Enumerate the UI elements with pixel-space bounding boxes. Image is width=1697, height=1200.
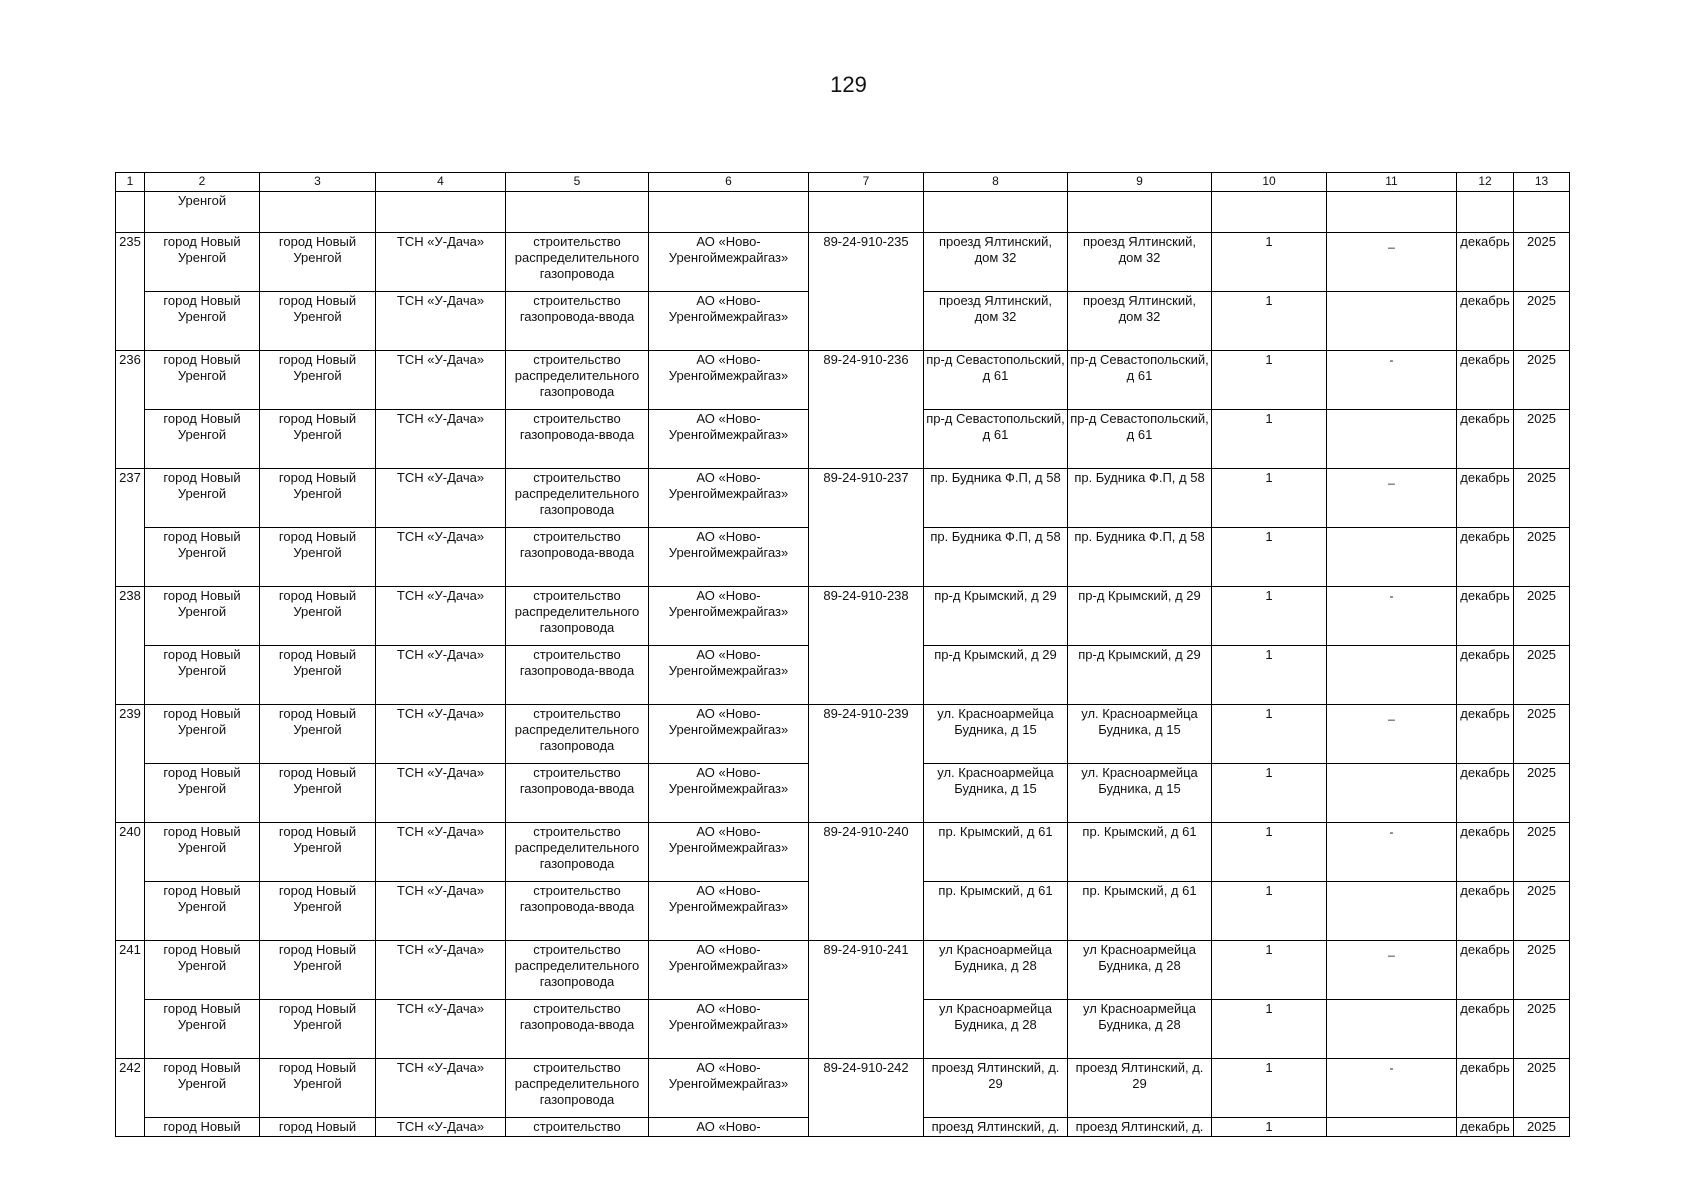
cell-count: 1 <box>1212 469 1327 528</box>
cell-settlement: город Новый Уренгой <box>260 941 376 1000</box>
cell-code <box>809 192 924 233</box>
cell-work-type: строительство распределительного газопровода <box>506 351 649 410</box>
cell-num: 240 <box>116 823 145 941</box>
cell-settlement: город Новый Уренгой <box>260 705 376 764</box>
column-header-10: 10 <box>1212 173 1327 192</box>
cell-code: 89-24-910-241 <box>809 941 924 1059</box>
cell-count: 1 <box>1212 292 1327 351</box>
continued-row <box>116 192 1570 233</box>
column-header-5: 5 <box>506 173 649 192</box>
cell-municipality: город Новый Уренгой <box>145 646 260 705</box>
cell-address-from: ул. Красноармейца Будника, д 15 <box>924 764 1068 823</box>
cell-operator: АО «Ново-Уренгоймежрайгаз» <box>649 469 809 528</box>
cell-year: 2025 <box>1514 823 1570 882</box>
cell-municipality: город Новый Уренгой <box>145 410 260 469</box>
cell-num: 236 <box>116 351 145 469</box>
cell-settlement: город Новый Уренгой <box>260 764 376 823</box>
cell-settlement: город Новый Уренгой <box>260 823 376 882</box>
cell-address-from: пр. Будника Ф.П, д 58 <box>924 528 1068 587</box>
cell-settlement: город Новый Уренгой <box>260 410 376 469</box>
cell-municipality: Уренгой <box>145 192 260 233</box>
cell-month: декабрь <box>1457 764 1514 823</box>
cell-address-from <box>924 192 1068 233</box>
cell-extra <box>1327 410 1457 469</box>
cell-address-to: пр. Крымский, д 61 <box>1068 882 1212 941</box>
cell-operator: АО «Ново- <box>649 1118 809 1137</box>
cell-municipality: город Новый Уренгой <box>145 882 260 941</box>
cell-month <box>1457 192 1514 233</box>
cell-work-type: строительство газопровода-ввода <box>506 292 649 351</box>
cell-month: декабрь <box>1457 528 1514 587</box>
cell-organization: ТСН «У-Дача» <box>376 705 506 764</box>
cell-count: 1 <box>1212 882 1327 941</box>
cell-count <box>1212 192 1327 233</box>
column-header-6: 6 <box>649 173 809 192</box>
cell-address-from: пр. Крымский, д 61 <box>924 882 1068 941</box>
cell-year: 2025 <box>1514 351 1570 410</box>
cell-organization: ТСН «У-Дача» <box>376 823 506 882</box>
cell-operator: АО «Ново-Уренгоймежрайгаз» <box>649 292 809 351</box>
cell-month: декабрь <box>1457 823 1514 882</box>
cell-extra: _ <box>1327 233 1457 292</box>
cell-address-to: пр. Крымский, д 61 <box>1068 823 1212 882</box>
cell-month: декабрь <box>1457 646 1514 705</box>
cell-work-type: строительство распределительного газопровода <box>506 233 649 292</box>
cell-address-from: пр-д Севастопольский, д 61 <box>924 410 1068 469</box>
column-header-2: 2 <box>145 173 260 192</box>
cell-work-type: строительство распределительного газопровода <box>506 469 649 528</box>
cell-address-from: ул. Красноармейца Будника, д 15 <box>924 705 1068 764</box>
cell-work-type: строительство распределительного газопровода <box>506 1059 649 1118</box>
cell-address-from: проезд Ялтинский, дом 32 <box>924 292 1068 351</box>
cell-work-type <box>506 192 649 233</box>
cell-settlement: город Новый Уренгой <box>260 587 376 646</box>
cell-operator: АО «Ново-Уренгоймежрайгаз» <box>649 941 809 1000</box>
cell-settlement: город Новый Уренгой <box>260 1059 376 1118</box>
cell-month: декабрь <box>1457 410 1514 469</box>
cell-month: декабрь <box>1457 941 1514 1000</box>
cell-extra: - <box>1327 351 1457 410</box>
register-table <box>115 172 1570 1137</box>
cell-work-type: строительство газопровода-ввода <box>506 646 649 705</box>
cell-year: 2025 <box>1514 469 1570 528</box>
cell-settlement: город Новый Уренгой <box>260 882 376 941</box>
cell-organization: ТСН «У-Дача» <box>376 1000 506 1059</box>
cell-address-to <box>1068 192 1212 233</box>
cell-work-type: строительство газопровода-ввода <box>506 410 649 469</box>
cell-count: 1 <box>1212 528 1327 587</box>
cell-work-type: строительство <box>506 1118 649 1137</box>
cell-count: 1 <box>1212 764 1327 823</box>
cell-municipality: город Новый Уренгой <box>145 233 260 292</box>
cell-address-from: пр-д Крымский, д 29 <box>924 587 1068 646</box>
cell-address-to: пр-д Крымский, д 29 <box>1068 646 1212 705</box>
cell-operator: АО «Ново-Уренгоймежрайгаз» <box>649 1059 809 1118</box>
cell-operator <box>649 192 809 233</box>
cell-num <box>116 192 145 233</box>
cell-count: 1 <box>1212 1118 1327 1137</box>
column-header-11: 11 <box>1327 173 1457 192</box>
column-header-8: 8 <box>924 173 1068 192</box>
cell-settlement <box>260 192 376 233</box>
cell-municipality: город Новый Уренгой <box>145 705 260 764</box>
cell-work-type: строительство распределительного газопровода <box>506 705 649 764</box>
cell-address-from: пр-д Крымский, д 29 <box>924 646 1068 705</box>
cell-settlement: город Новый Уренгой <box>260 233 376 292</box>
cell-month: декабрь <box>1457 351 1514 410</box>
cell-num: 237 <box>116 469 145 587</box>
table-row <box>116 351 1570 410</box>
cell-address-from: ул Красноармейца Будника, д 28 <box>924 1000 1068 1059</box>
cell-operator: АО «Ново-Уренгоймежрайгаз» <box>649 823 809 882</box>
cell-extra <box>1327 192 1457 233</box>
cell-settlement: город Новый Уренгой <box>260 469 376 528</box>
cell-count: 1 <box>1212 410 1327 469</box>
cell-year: 2025 <box>1514 233 1570 292</box>
column-header-1: 1 <box>116 173 145 192</box>
cell-count: 1 <box>1212 587 1327 646</box>
cell-organization: ТСН «У-Дача» <box>376 233 506 292</box>
cell-address-from: ул Красноармейца Будника, д 28 <box>924 941 1068 1000</box>
cell-organization: ТСН «У-Дача» <box>376 410 506 469</box>
cell-count: 1 <box>1212 646 1327 705</box>
cell-year: 2025 <box>1514 528 1570 587</box>
cell-municipality: город Новый Уренгой <box>145 823 260 882</box>
cell-organization: ТСН «У-Дача» <box>376 941 506 1000</box>
cell-address-from: проезд Ялтинский, дом 32 <box>924 233 1068 292</box>
cell-work-type: строительство распределительного газопровода <box>506 587 649 646</box>
cell-organization: ТСН «У-Дача» <box>376 1059 506 1118</box>
cell-extra <box>1327 1118 1457 1137</box>
cell-organization: ТСН «У-Дача» <box>376 469 506 528</box>
page-number: 129 <box>830 72 867 97</box>
cell-organization: ТСН «У-Дача» <box>376 882 506 941</box>
cell-extra: _ <box>1327 705 1457 764</box>
cell-num: 242 <box>116 1059 145 1137</box>
cell-address-to: ул Красноармейца Будника, д 28 <box>1068 941 1212 1000</box>
cell-month: декабрь <box>1457 1000 1514 1059</box>
cell-operator: АО «Ново-Уренгоймежрайгаз» <box>649 587 809 646</box>
cell-operator: АО «Ново-Уренгоймежрайгаз» <box>649 1000 809 1059</box>
cell-code: 89-24-910-235 <box>809 233 924 351</box>
cell-year: 2025 <box>1514 882 1570 941</box>
cell-organization: ТСН «У-Дача» <box>376 646 506 705</box>
cell-address-to: проезд Ялтинский, дом 32 <box>1068 233 1212 292</box>
cell-address-to: ул. Красноармейца Будника, д 15 <box>1068 705 1212 764</box>
cell-count: 1 <box>1212 233 1327 292</box>
column-number-row <box>116 173 1570 192</box>
cell-operator: АО «Ново-Уренгоймежрайгаз» <box>649 410 809 469</box>
column-header-7: 7 <box>809 173 924 192</box>
cell-work-type: строительство газопровода-ввода <box>506 882 649 941</box>
cell-year: 2025 <box>1514 292 1570 351</box>
cell-municipality: город Новый Уренгой <box>145 469 260 528</box>
cell-address-to: пр. Будника Ф.П, д 58 <box>1068 469 1212 528</box>
cell-operator: АО «Ново-Уренгоймежрайгаз» <box>649 705 809 764</box>
cell-code: 89-24-910-239 <box>809 705 924 823</box>
cell-address-to: ул. Красноармейца Будника, д 15 <box>1068 764 1212 823</box>
cell-count: 1 <box>1212 705 1327 764</box>
cell-municipality: город Новый Уренгой <box>145 764 260 823</box>
table-row <box>116 233 1570 292</box>
column-header-12: 12 <box>1457 173 1514 192</box>
cell-address-from: проезд Ялтинский, д. <box>924 1118 1068 1137</box>
cell-num: 241 <box>116 941 145 1059</box>
cell-month: декабрь <box>1457 1059 1514 1118</box>
cell-address-from: проезд Ялтинский, д. 29 <box>924 1059 1068 1118</box>
cell-month: декабрь <box>1457 882 1514 941</box>
cell-year: 2025 <box>1514 1000 1570 1059</box>
cell-settlement: город Новый Уренгой <box>260 528 376 587</box>
cell-organization: ТСН «У-Дача» <box>376 351 506 410</box>
cell-address-to: проезд Ялтинский, д. 29 <box>1068 1059 1212 1118</box>
table-row <box>116 941 1570 1000</box>
cell-month: декабрь <box>1457 587 1514 646</box>
cell-organization: ТСН «У-Дача» <box>376 292 506 351</box>
cell-extra <box>1327 528 1457 587</box>
cell-municipality: город Новый Уренгой <box>145 292 260 351</box>
cell-extra: - <box>1327 823 1457 882</box>
cell-organization: ТСН «У-Дача» <box>376 528 506 587</box>
cell-work-type: строительство газопровода-ввода <box>506 764 649 823</box>
cell-code: 89-24-910-238 <box>809 587 924 705</box>
cell-organization: ТСН «У-Дача» <box>376 1118 506 1137</box>
cell-organization <box>376 192 506 233</box>
table-row <box>116 705 1570 764</box>
cell-operator: АО «Ново-Уренгоймежрайгаз» <box>649 646 809 705</box>
cell-address-from: пр. Крымский, д 61 <box>924 823 1068 882</box>
table-row <box>116 1059 1570 1118</box>
cell-count: 1 <box>1212 1059 1327 1118</box>
cell-count: 1 <box>1212 1000 1327 1059</box>
table-row <box>116 469 1570 528</box>
cell-municipality: город Новый Уренгой <box>145 1059 260 1118</box>
cell-municipality: город Новый <box>145 1118 260 1137</box>
cell-operator: АО «Ново-Уренгоймежрайгаз» <box>649 233 809 292</box>
cell-num: 239 <box>116 705 145 823</box>
cell-num: 238 <box>116 587 145 705</box>
cell-extra <box>1327 646 1457 705</box>
cell-extra <box>1327 292 1457 351</box>
cell-year: 2025 <box>1514 646 1570 705</box>
cell-extra: - <box>1327 1059 1457 1118</box>
cell-work-type: строительство распределительного газопровода <box>506 941 649 1000</box>
cell-address-to: ул Красноармейца Будника, д 28 <box>1068 1000 1212 1059</box>
cell-municipality: город Новый Уренгой <box>145 941 260 1000</box>
cell-year: 2025 <box>1514 764 1570 823</box>
cell-month: декабрь <box>1457 1118 1514 1137</box>
cell-address-to: пр. Будника Ф.П, д 58 <box>1068 528 1212 587</box>
cell-municipality: город Новый Уренгой <box>145 587 260 646</box>
cell-extra: _ <box>1327 469 1457 528</box>
cell-address-from: пр. Будника Ф.П, д 58 <box>924 469 1068 528</box>
cell-month: декабрь <box>1457 233 1514 292</box>
cell-year: 2025 <box>1514 1118 1570 1137</box>
cell-municipality: город Новый Уренгой <box>145 528 260 587</box>
cell-address-from: пр-д Севастопольский, д 61 <box>924 351 1068 410</box>
cell-municipality: город Новый Уренгой <box>145 1000 260 1059</box>
cell-organization: ТСН «У-Дача» <box>376 587 506 646</box>
cell-settlement: город Новый Уренгой <box>260 292 376 351</box>
column-header-13: 13 <box>1514 173 1570 192</box>
cell-operator: АО «Ново-Уренгоймежрайгаз» <box>649 764 809 823</box>
cell-operator: АО «Ново-Уренгоймежрайгаз» <box>649 882 809 941</box>
cell-work-type: строительство распределительного газопровода <box>506 823 649 882</box>
cell-month: декабрь <box>1457 469 1514 528</box>
cell-address-to: пр-д Севастопольский, д 61 <box>1068 351 1212 410</box>
cell-extra: - <box>1327 587 1457 646</box>
cell-settlement: город Новый Уренгой <box>260 351 376 410</box>
cell-year: 2025 <box>1514 587 1570 646</box>
cell-extra <box>1327 882 1457 941</box>
cell-settlement: город Новый Уренгой <box>260 1000 376 1059</box>
cell-address-to: проезд Ялтинский, д. <box>1068 1118 1212 1137</box>
cell-settlement: город Новый <box>260 1118 376 1137</box>
cell-settlement: город Новый Уренгой <box>260 646 376 705</box>
cell-address-to: пр-д Крымский, д 29 <box>1068 587 1212 646</box>
cell-code: 89-24-910-237 <box>809 469 924 587</box>
cell-work-type: строительство газопровода-ввода <box>506 1000 649 1059</box>
column-header-9: 9 <box>1068 173 1212 192</box>
cell-year: 2025 <box>1514 410 1570 469</box>
table-row <box>116 587 1570 646</box>
cell-work-type: строительство газопровода-ввода <box>506 528 649 587</box>
cell-address-to: пр-д Севастопольский, д 61 <box>1068 410 1212 469</box>
cell-year: 2025 <box>1514 941 1570 1000</box>
cell-operator: АО «Ново-Уренгоймежрайгаз» <box>649 528 809 587</box>
cell-operator: АО «Ново-Уренгоймежрайгаз» <box>649 351 809 410</box>
table-row <box>116 823 1570 882</box>
cell-count: 1 <box>1212 941 1327 1000</box>
cell-month: декабрь <box>1457 705 1514 764</box>
cell-month: декабрь <box>1457 292 1514 351</box>
cell-year: 2025 <box>1514 1059 1570 1118</box>
cell-count: 1 <box>1212 823 1327 882</box>
cell-extra <box>1327 1000 1457 1059</box>
column-header-4: 4 <box>376 173 506 192</box>
cell-code: 89-24-910-240 <box>809 823 924 941</box>
cell-count: 1 <box>1212 351 1327 410</box>
cell-code: 89-24-910-236 <box>809 351 924 469</box>
cell-extra <box>1327 764 1457 823</box>
cell-year: 2025 <box>1514 705 1570 764</box>
cell-code: 89-24-910-242 <box>809 1059 924 1137</box>
cell-address-to: проезд Ялтинский, дом 32 <box>1068 292 1212 351</box>
cell-year <box>1514 192 1570 233</box>
column-header-3: 3 <box>260 173 376 192</box>
cell-num: 235 <box>116 233 145 351</box>
cell-municipality: город Новый Уренгой <box>145 351 260 410</box>
cell-organization: ТСН «У-Дача» <box>376 764 506 823</box>
cell-extra: _ <box>1327 941 1457 1000</box>
